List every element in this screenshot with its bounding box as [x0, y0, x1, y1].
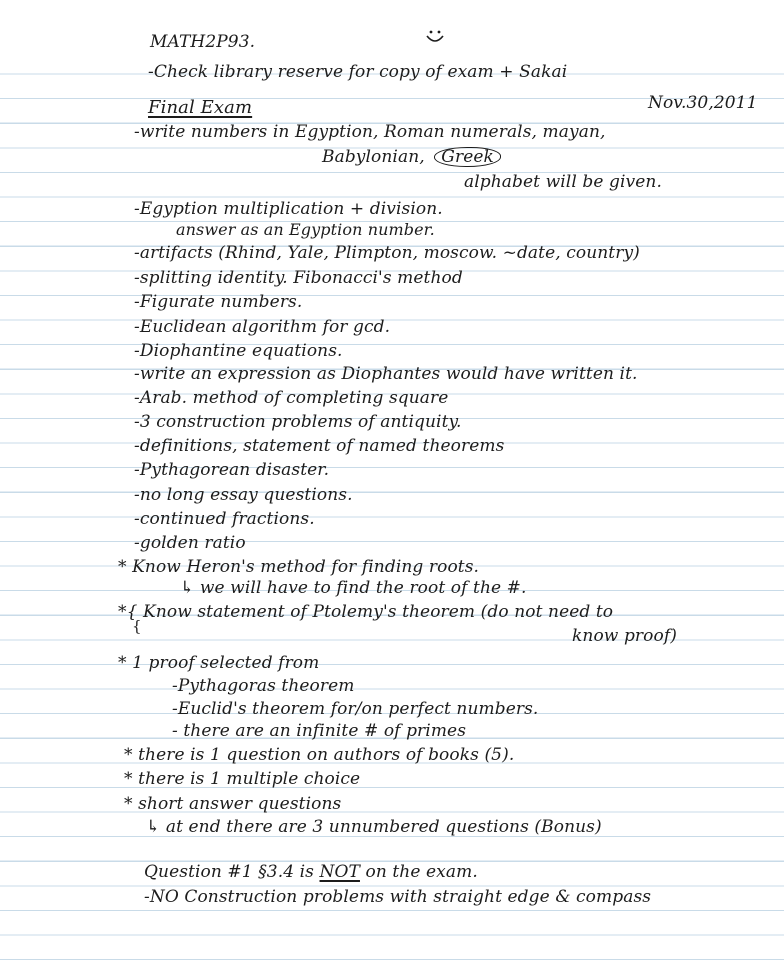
list-item: -continued fractions. [134, 509, 315, 529]
ptolemy-cont: know proof) [572, 626, 677, 646]
library-note: -Check library reserve for copy of exam + Sakai [148, 62, 568, 82]
list-item: -no long essay questions. [134, 485, 353, 505]
list-item: -Diophantine equations. [134, 341, 343, 361]
starred-short-answer: * short answer questions [124, 794, 342, 814]
construction-note: -NO Construction problems with straight edge & compass [144, 887, 652, 907]
proof-item: - there are an infinite # of primes [172, 721, 467, 741]
question-prefix: Question #1 §3.4 is [144, 862, 314, 882]
exam-heading: Final Exam [148, 97, 253, 118]
list-item: -Euclidean algorithm for gcd. [134, 317, 391, 337]
list-item: -3 construction problems of antiquity. [134, 412, 462, 432]
list-item: -Egyption multiplication + division. [134, 199, 443, 219]
starred-authors: * there is 1 question on authors of books (5). [124, 745, 515, 765]
list-item: -artifacts (Rhind, Yale, Plimpton, moscow. ~date, country) [134, 243, 640, 263]
date: Nov.30,2011 [648, 93, 758, 113]
starred-multiple-choice: * there is 1 multiple choice [124, 769, 361, 789]
proof-item: -Pythagoras theorem [172, 676, 355, 696]
question-note [144, 862, 478, 882]
brace-mark: { [132, 617, 142, 635]
starred-ptolemy: *{ Know statement of Ptolemy's theorem (do not need to [118, 602, 614, 622]
proof-item: -Euclid's theorem for/on perfect numbers. [172, 699, 539, 719]
list-item: -splitting identity. Fibonacci's method [134, 268, 463, 288]
smiley-icon [424, 28, 446, 46]
starred-heron: * Know Heron's method for finding roots. [118, 557, 480, 577]
numerals-line-cont [322, 147, 501, 167]
list-item: -golden ratio [134, 533, 246, 553]
list-item: -Arab. method of completing square [134, 388, 449, 408]
list-item: -write an expression as Diophantes would have written it. [134, 364, 638, 384]
list-item: answer as an Egyption number. [176, 220, 435, 239]
heron-sub-note: ↳ we will have to find the root of the #. [180, 578, 527, 598]
course-code: MATH2P93. [150, 32, 256, 52]
numerals-line: -write numbers in Egyption, Roman numerals, mayan, [134, 122, 606, 142]
alphabet-note: alphabet will be given. [464, 172, 662, 192]
greek-circled: Greek [434, 147, 501, 167]
question-suffix: on the exam. [365, 862, 478, 882]
list-item: -definitions, statement of named theorems [134, 436, 505, 456]
bonus-note: ↳ at end there are 3 unnumbered questions (Bonus) [146, 817, 602, 837]
starred-proof: * 1 proof selected from [118, 653, 320, 673]
list-item: -Pythagorean disaster. [134, 460, 330, 480]
list-item: -Figurate numbers. [134, 292, 303, 312]
babylonian-text: Babylonian, [322, 147, 425, 167]
question-not: NOT [319, 862, 360, 882]
